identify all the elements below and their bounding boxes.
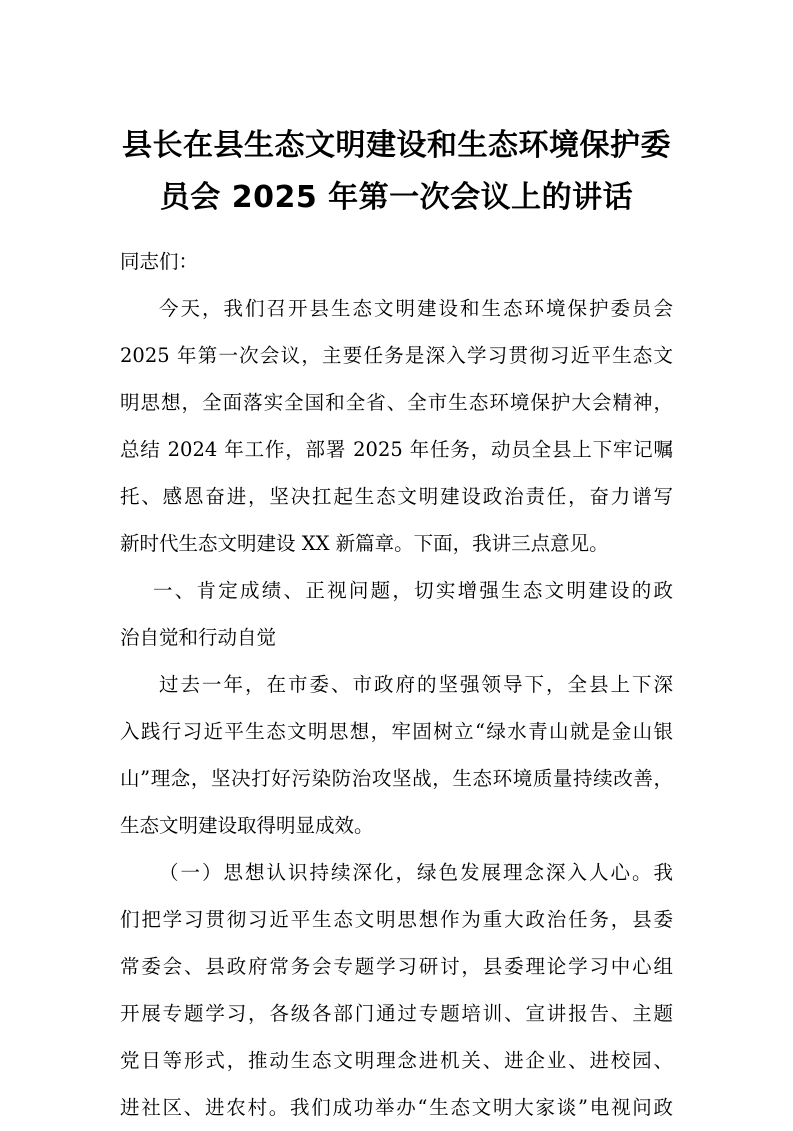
paragraph-3-line-6: 进社区、进农村。我们成功举办“生态文明大家谈”电视问政 [120, 1096, 673, 1119]
paragraph-1-line-5: 托、感恩奋进，坚决扛起生态文明建设政治责任，奋力谱写 [120, 485, 673, 508]
paragraph-2-line-3: 山”理念，坚决打好污染防治攻坚战，生态环境质量持续改善， [120, 767, 673, 790]
paragraph-2-line-4: 生态文明建设取得明显成效。 [120, 814, 374, 837]
paragraph-3-line-1: （一）思想认识持续深化，绿色发展理念深入人心。我 [159, 861, 673, 884]
title-line-2: 员会 2025 年第一次会议上的讲话 [159, 180, 634, 215]
paragraph-1-line-1: 今天，我们召开县生态文明建设和生态环境保护委员会 [159, 297, 673, 320]
paragraph-1-line-3: 明思想，全面落实全国和全省、全市生态环境保护大会精神， [120, 391, 673, 414]
paragraph-3-line-4: 开展专题学习，各级各部门通过专题培训、宣讲报告、主题 [120, 1002, 673, 1025]
paragraph-3-line-2: 们把学习贯彻习近平生态文明思想作为重大政治任务，县委 [120, 908, 673, 931]
paragraph-1-line-6: 新时代生态文明建设 XX 新篇章。下面，我讲三点意见。 [120, 532, 609, 555]
document-title [110, 120, 683, 224]
section-heading-1-line-1: 一、肯定成绩、正视问题，切实增强生态文明建设的政 [153, 579, 673, 602]
paragraph-1-line-2: 2025 年第一次会议，主要任务是深入学习贯彻习近平生态文 [120, 344, 673, 367]
paragraph-2-line-1: 过去一年，在市委、市政府的坚强领导下，全县上下深 [159, 673, 673, 696]
paragraph-2-line-2: 入践行习近平生态文明思想，牢固树立“绿水青山就是金山银 [120, 720, 673, 743]
paragraph-3-line-5: 党日等形式，推动生态文明理念进机关、进企业、进校园、 [120, 1049, 673, 1072]
paragraph-3-line-3: 常委会、县政府常务会专题学习研讨，县委理论学习中心组 [120, 955, 673, 978]
document-body [120, 238, 673, 1131]
section-heading-1-line-2: 治自觉和行动自觉 [120, 626, 277, 649]
title-line-1: 县长在县生态文明建设和生态环境保护委 [122, 128, 671, 163]
paragraph-1-line-4: 总结 2024 年工作，部署 2025 年任务，动员全县上下牢记嘱 [120, 438, 673, 461]
salutation: 同志们： [120, 250, 199, 273]
